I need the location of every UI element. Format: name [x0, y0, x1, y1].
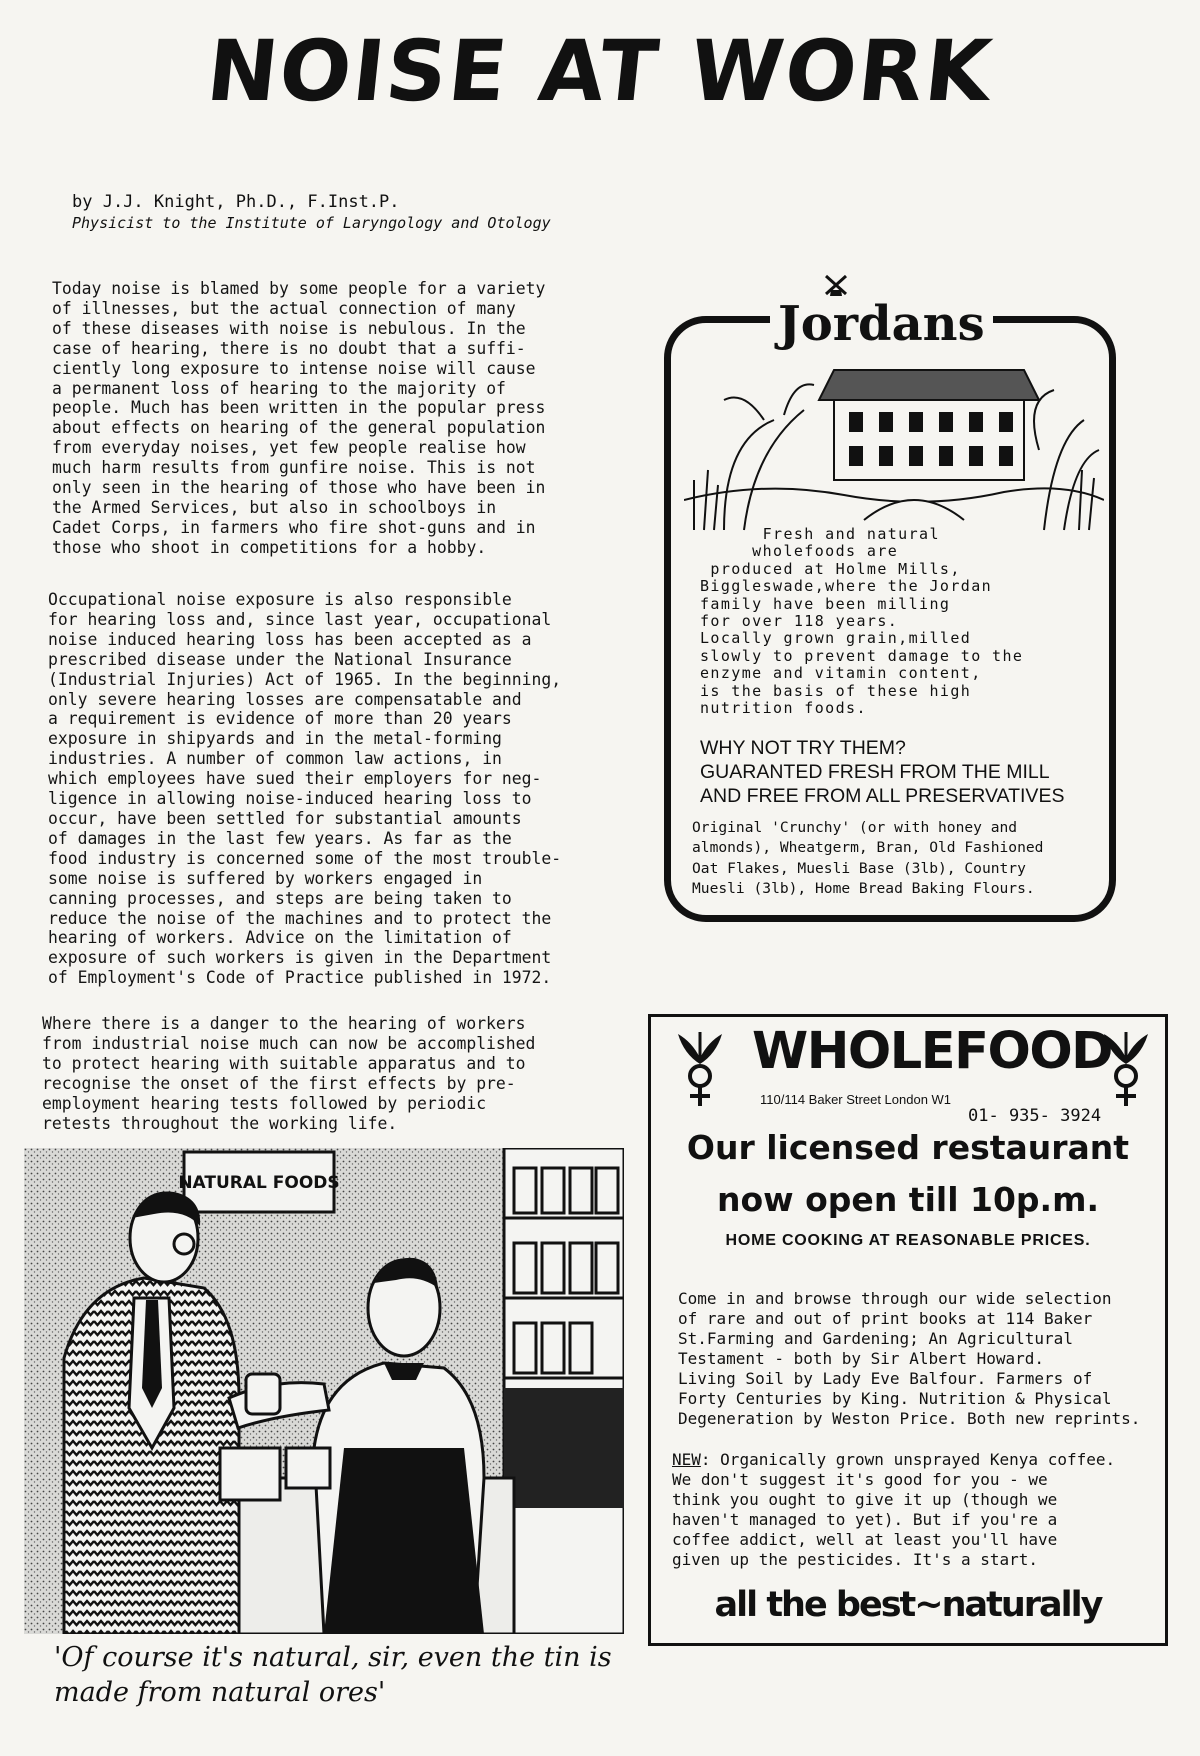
cartoon-caption: 'Of course it's natural, sir, even the tin is made from natural ores'	[54, 1642, 612, 1708]
author-affiliation: Physicist to the Institute of Laryngology and Otology	[72, 214, 551, 232]
article-title: NOISE AT WORK	[202, 22, 998, 120]
new-label: NEW	[672, 1450, 701, 1469]
article-byline: by J.J. Knight, Ph.D., F.Inst.P.	[72, 192, 400, 212]
wheat-venus-logo-icon	[670, 1028, 730, 1108]
wall-sign-text: NATURAL FOODS	[178, 1173, 340, 1193]
wholefood-address: 110/114 Baker Street London W1	[760, 1092, 952, 1107]
jordans-product-list: Original 'Crunchy' (or with honey and almonds), Wheatgerm, Bran, Old Fashioned Oat Flakes, Muesli Base (3lb), Country Muesli (3lb), Home Bread Baking Flours.	[692, 819, 1044, 898]
wholefood-headline-line-1: Our licensed restaurant	[686, 1128, 1130, 1167]
article-paragraph-1: Today noise is blamed by some people for a variety of illnesses, but the actual connection of many of these diseases with noise is nebulous. In the case of hearing, there is no doubt that a suffi- ciently long exposure to intense noise will cause a permanent loss of hearing to the majority of people. Much has been written in the popular press about effects on hearing of the general population from everyday noises, yet few people realise how much harm results from gunfire noise. This is not only seen in the hearing of those who have been in the Armed Services, but also in schoolboys in Cadet Corps, in farmers who fire shot-guns and in those who shoot in competitions for a hobby.	[52, 279, 546, 557]
wholefood-tagline: HOME COOKING AT REASONABLE PRICES.	[725, 1232, 1091, 1249]
shop-cartoon-illustration	[24, 1148, 624, 1634]
wholefood-phone: 01- 935- 3924	[968, 1106, 1102, 1126]
wholefood-headline-line-2: now open till 10p.m.	[717, 1180, 1099, 1219]
jordans-description: Fresh and natural wholefoods are produced at Holme Mills, Biggleswade,where the Jordan family have been milling for over 118 years. Locally grown grain,milled slowly to prevent damage to the enzyme and vitamin content, is the basis of these high nutrition foods.	[700, 525, 1024, 718]
wholefood-books-text: Come in and browse through our wide selection of rare and out of print books at 114 Baker St.Farming and Gardening; An Agricultural Testament - both by Sir Albert Howard. Living Soil by Lady Eve Balfour. Farmers of Forty Centuries by King. Nutrition & Physical Degeneration by Weston Price. Both new reprints.	[678, 1289, 1141, 1428]
wholefood-signoff: all the best~naturally	[714, 1585, 1102, 1625]
article-paragraph-2: Occupational noise exposure is also responsible for hearing loss and, since last year, occupational noise induced hearing loss has been accepted as a prescribed disease under the National Insurance (Industrial Injuries) Act of 1965. In the beginning, only severe hearing losses are compensatable and a requirement is evidence of more than 20 years exposure in shipyards and in the metal-forming industries. A number of common law actions, in which employees have sued their employers for neg- ligence in allowing noise-induced hearing loss to occur, have been settled for substantial amounts of damages in the last few years. As far as the food industry is concerned some of the most trouble- some noise is suffered by workers engaged in canning processes, and steps are being taken to reduce the noise of the machines and to protect the hearing of workers. Advice on the limitation of exposure of such workers is given in the Department of Employment's Code of Practice published in 1972.	[48, 590, 562, 988]
article-paragraph-3: Where there is a danger to the hearing of workers from industrial noise much can now be accomplished to protect hearing with suitable apparatus and to recognise the onset of the first effects by pre- employment hearing tests followed by periodic retests throughout the working life.	[42, 1014, 536, 1133]
coffee-description: : Organically grown unsprayed Kenya coffee. We don't suggest it's good for you - we think you ought to give it up (though we haven't managed to yet). But if you're a coffee addict, well at least you'll have given up the pesticides. It's a start.	[672, 1450, 1116, 1569]
holme-mills-illustration	[684, 360, 1104, 540]
jordans-slogan: WHY NOT TRY THEM? GUARANTED FRESH FROM THE MILL AND FREE FROM ALL PRESERVATIVES	[700, 737, 1065, 807]
wholefood-brand: WHOLEFOOD	[752, 1022, 1113, 1081]
wholefood-coffee-text	[672, 1450, 1115, 1570]
jordans-brand: Jordans	[770, 296, 993, 352]
